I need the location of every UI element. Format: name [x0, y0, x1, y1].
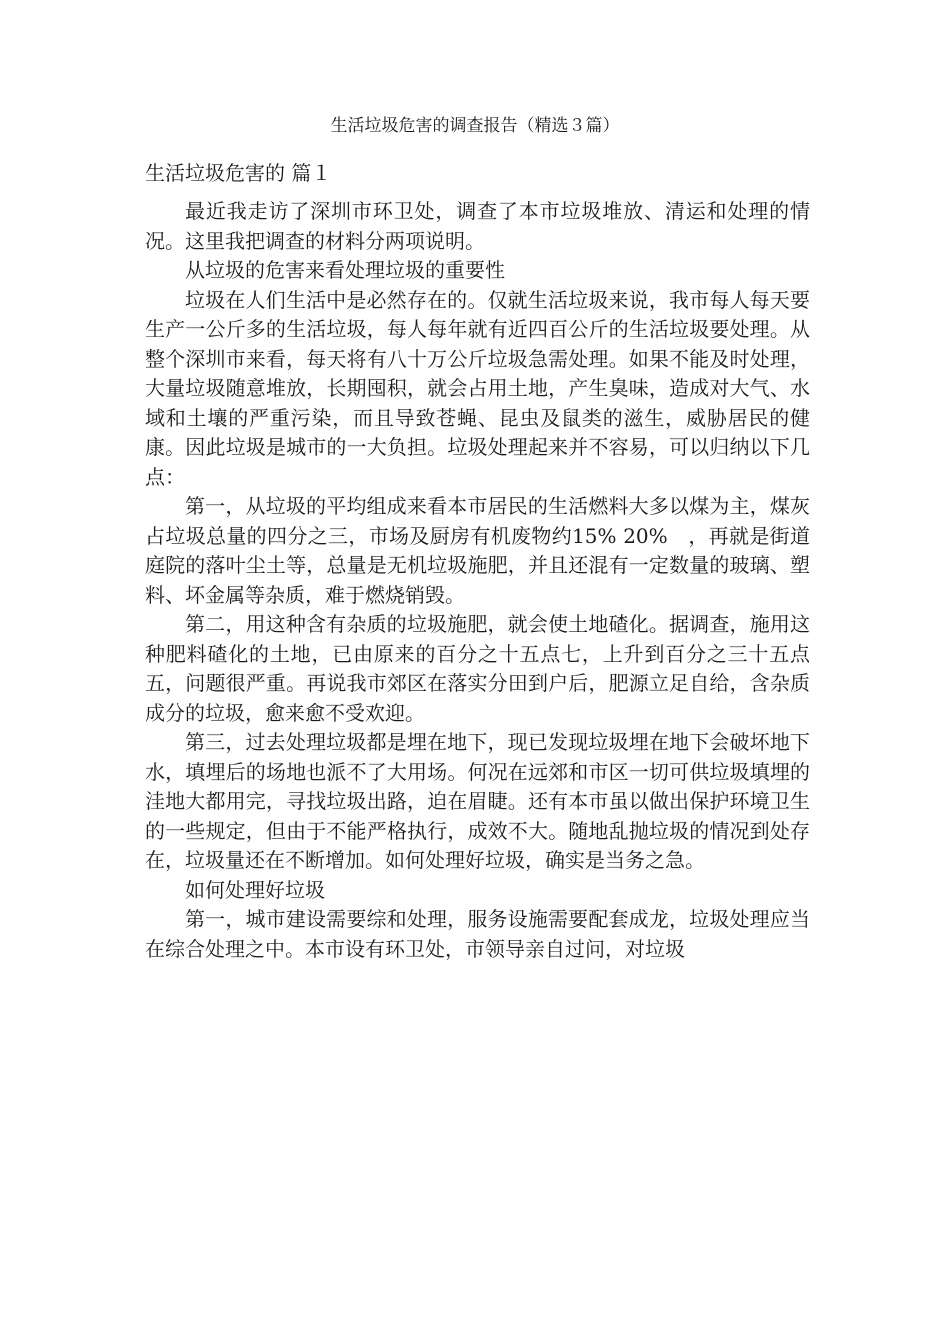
document-title: 生活垃圾危害的调查报告（精选３篇）	[330, 116, 620, 136]
sub-heading: 如何处理好垃圾	[185, 877, 325, 902]
paragraph: 第一，从垃圾的平均组成来看本市居民的生活燃料大多以煤为主，煤灰占垃圾总量的四分之三，市场及厨房有机废物约15% 20% ，再就是街道庭院的落叶尘土等，总量是无机垃圾施肥，并且还混有一定数量的玻璃、塑料、坏金属等杂质，难于燃烧销毁。	[145, 494, 810, 607]
paragraph: 最近我走访了深圳市环卫处，调查了本市垃圾堆放、清运和处理的情况。这里我把调查的材料分两项说明。	[145, 199, 810, 253]
document-body	[145, 197, 810, 964]
paragraph: 第三，过去处理垃圾都是埋在地下，现已发现垃圾埋在地下会破坏地下水，填埋后的场地也派不了大用场。何况在远郊和市区一切可供垃圾填埋的洼地大都用完，寻找垃圾出路，迫在眉睫。还有本市虽以做出保护环境卫生的一些规定，但由于不能严格执行，成效不大。随地乱抛垃圾的情况到处存在，垃圾量还在不断增加。如何处理好垃圾，确实是当务之急。	[145, 730, 810, 872]
sub-heading: 从垃圾的危害来看处理垃圾的重要性	[185, 258, 505, 282]
paragraph: 垃圾在人们生活中是必然存在的。仅就生活垃圾来说，我市每人每天要生产一公斤多的生活垃圾，每人每年就有近四百公斤的生活垃圾要处理。从整个深圳市来看，每天将有八十万公斤垃圾急需处理。如果不能及时处理，大量垃圾随意堆放，长期囤积，就会占用土地，产生臭味，造成对大气、水域和土壤的严重污染，而且导致苍蝇、昆虫及鼠类的滋生，威胁居民的健康。因此垃圾是城市的一大负担。垃圾处理起来并不容易，可以归纳以下几点：	[145, 287, 810, 489]
paragraph: 第二，用这种含有杂质的垃圾施肥，就会使土地碴化。据调查，施用这种肥料碴化的土地，已由原来的百分之十五点七，上升到百分之三十五点五，问题很严重。再说我市郊区在落实分田到户后，肥源立足自给，含杂质成分的垃圾，愈来愈不受欢迎。	[145, 612, 810, 725]
paragraph: 第一，城市建设需要综和处理，服务设施需要配套成龙，垃圾处理应当在综合处理之中。本市设有环卫处，市领导亲自过问，对垃圾	[145, 907, 810, 961]
section-heading: 生活垃圾危害的 篇１	[145, 161, 332, 185]
